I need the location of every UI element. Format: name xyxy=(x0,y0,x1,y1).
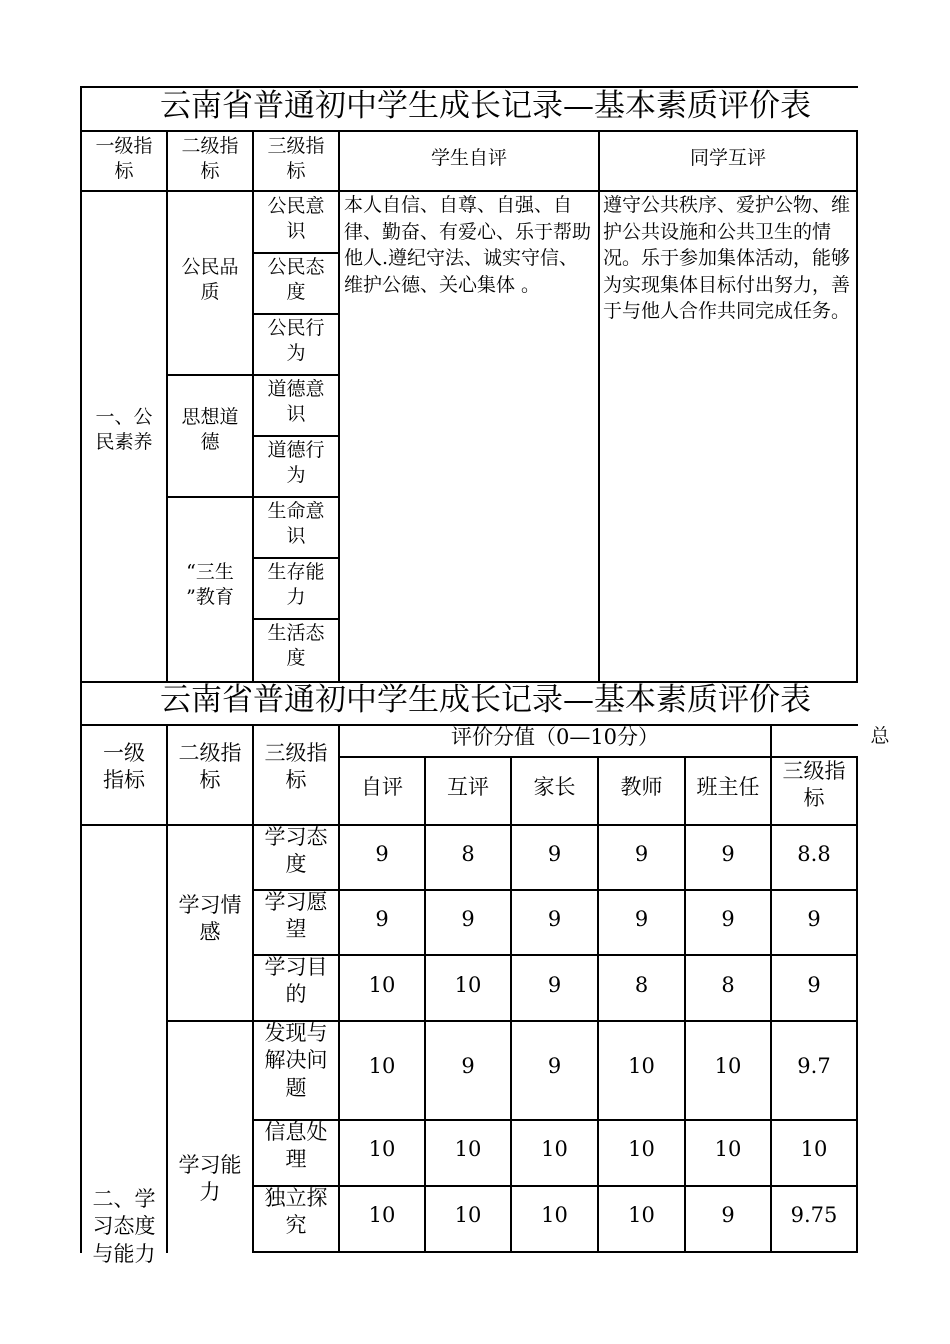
header-self-eval: 学生自评 xyxy=(430,147,507,169)
rule xyxy=(684,756,686,1253)
score-cell: 9 xyxy=(721,907,735,931)
score-cell: 10 xyxy=(628,1054,655,1078)
rule xyxy=(252,618,340,620)
rule xyxy=(856,756,858,1253)
total-cell: 9.75 xyxy=(790,1203,838,1227)
level1-label: 二、学 习态度 与能力 xyxy=(92,1187,156,1266)
level2-label: 学习能 力 xyxy=(178,1153,242,1205)
score-cell: 10 xyxy=(714,1054,742,1078)
score-cell: 10 xyxy=(541,1137,568,1161)
level2-label: 思想道 德 xyxy=(181,406,239,453)
score-cell: 10 xyxy=(628,1203,655,1227)
rule xyxy=(252,1119,858,1121)
rule xyxy=(424,756,426,1253)
row-label: 发现与 解决问 题 xyxy=(264,1021,328,1100)
rule xyxy=(166,496,254,498)
level2-label: “三生 ”教育 xyxy=(186,561,234,608)
level3-label: 生命意 识 xyxy=(267,500,325,547)
rule xyxy=(252,557,340,559)
rule xyxy=(856,130,858,682)
score-cell: 10 xyxy=(714,1137,742,1161)
rule xyxy=(338,130,340,682)
score-cell: 10 xyxy=(454,973,482,997)
score-cell: 10 xyxy=(368,1054,396,1078)
total-cell: 9 xyxy=(807,907,821,931)
score-cell: 10 xyxy=(628,1137,655,1161)
score-cell: 9 xyxy=(634,842,649,866)
row-label: 独立探 究 xyxy=(264,1186,328,1238)
score-col-header: 班主任 xyxy=(696,775,760,799)
rule xyxy=(252,496,340,498)
score-cell: 10 xyxy=(368,1203,396,1227)
row-label: 学习愿 望 xyxy=(264,890,328,942)
rule xyxy=(252,1185,858,1187)
score-cell: 10 xyxy=(454,1203,482,1227)
score-cell: 10 xyxy=(368,1137,396,1161)
rule xyxy=(252,435,340,437)
rule xyxy=(80,130,858,132)
level3-label: 公民态 度 xyxy=(267,256,325,303)
level3-label: 公民行 为 xyxy=(267,317,325,364)
rule xyxy=(252,374,340,376)
row-label: 信息处 理 xyxy=(264,1120,328,1172)
rule xyxy=(252,252,340,254)
rule xyxy=(252,954,858,956)
rule xyxy=(252,1251,858,1253)
peer-eval-text: 遵守公共秩序、爱护公物、维护公共设施和公共卫生的情况。乐于参加集体活动，能够为实现集体目标付出努力，善于与他人合作共同完成任务。 xyxy=(603,194,851,323)
score-cell: 9 xyxy=(375,842,389,866)
level1-label: 一、公 民素养 xyxy=(95,406,153,453)
score-cell: 10 xyxy=(454,1137,482,1161)
header-level3: 三级指 标 xyxy=(267,135,325,182)
level3-label: 生存能 力 xyxy=(267,561,325,608)
total-cell: 8.8 xyxy=(797,842,831,866)
level3-label: 道德意 识 xyxy=(267,378,325,425)
self-eval-text: 本人自信、自尊、自强、自律、勤奋、有爱心、乐于帮助他人.遵纪守法、诚实守信、维护公德、关心集体 。 xyxy=(344,194,592,296)
level2-label: 学习情 感 xyxy=(178,893,242,945)
score-cell: 9 xyxy=(721,842,735,866)
rule xyxy=(166,374,254,376)
rule xyxy=(80,824,858,826)
score-cell: 9 xyxy=(461,1054,475,1078)
score-cell: 9 xyxy=(547,1054,562,1078)
score-cell: 8 xyxy=(461,842,475,866)
rule xyxy=(252,889,858,891)
score-cell: 10 xyxy=(541,1203,568,1227)
score-cell: 9 xyxy=(634,907,649,931)
score-cell: 9 xyxy=(547,973,562,997)
level3-label: 道德行 为 xyxy=(267,439,325,486)
level3-label: 生活态 度 xyxy=(267,622,325,669)
score-col-header: 教师 xyxy=(620,775,663,799)
score-cell: 8 xyxy=(634,973,649,997)
score-cell: 9 xyxy=(547,907,562,931)
score-col-header: 家长 xyxy=(533,775,576,799)
score-col-header: 自评 xyxy=(361,775,403,799)
score-cell: 9 xyxy=(547,842,562,866)
score-cell: 9 xyxy=(721,1203,735,1227)
header-peer-eval: 同学互评 xyxy=(689,147,766,169)
total-cell: 9 xyxy=(807,973,821,997)
total-cell: 10 xyxy=(800,1137,828,1161)
header-level1: 一级 指标 xyxy=(103,741,145,793)
rule xyxy=(510,756,512,1253)
score-cell: 9 xyxy=(375,907,389,931)
score-cell: 9 xyxy=(461,907,475,931)
table-title: 云南省普通初中学生成长记录—基本素质评价表 xyxy=(160,682,811,718)
level2-label: 公民品 质 xyxy=(181,256,239,303)
header-level1: 一级指 标 xyxy=(95,135,153,182)
header-level3: 三级指 标 xyxy=(264,741,328,793)
level3-label: 公民意 识 xyxy=(267,195,325,242)
rule xyxy=(598,130,600,682)
score-cell: 8 xyxy=(721,973,735,997)
rule xyxy=(597,756,599,1253)
score-cell: 10 xyxy=(368,973,396,997)
table-title: 云南省普通初中学生成长记录—基本素质评价表 xyxy=(160,88,811,124)
header-level2: 二级指 标 xyxy=(181,135,239,182)
rule xyxy=(252,313,340,315)
header-total-sub: 三级指 标 xyxy=(782,759,846,811)
row-label: 学习态 度 xyxy=(264,825,328,877)
header-score-group: 评价分值（0—10分） xyxy=(450,725,660,749)
row-label: 学习目 的 xyxy=(264,955,328,1007)
score-col-header: 互评 xyxy=(447,775,489,799)
total-cell: 9.7 xyxy=(797,1054,831,1078)
header-total: 总 xyxy=(870,725,890,747)
header-level2: 二级指 标 xyxy=(178,741,242,793)
